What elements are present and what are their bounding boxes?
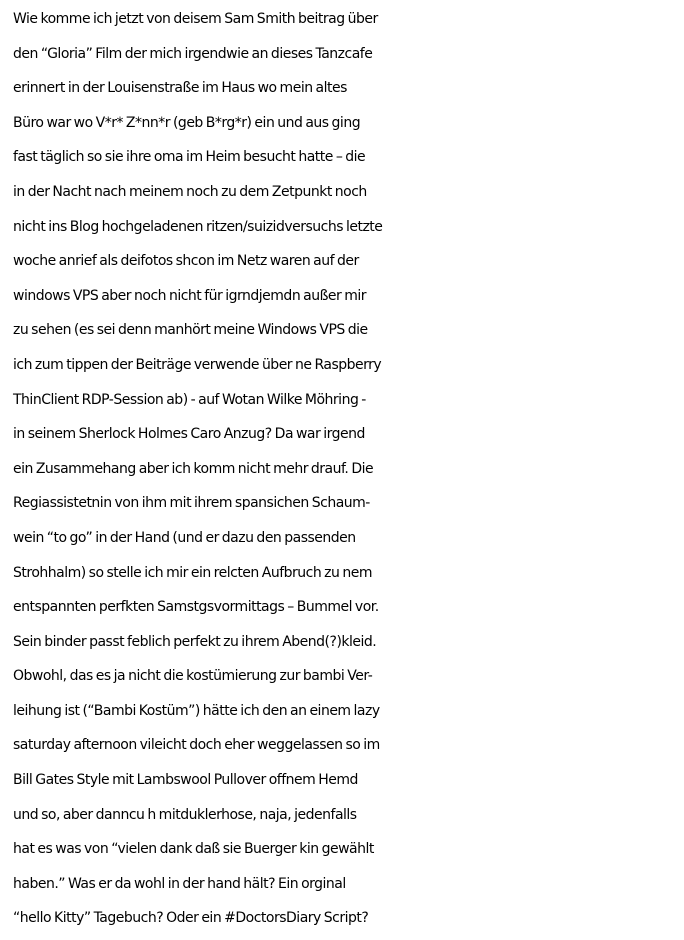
- text-line: in der Nacht nach meinem noch zu dem Zetpunkt noch: [13, 183, 367, 200]
- text-line: woche anrief als deifotos shcon im Netz waren auf der: [13, 253, 359, 270]
- text-line: “hello Kitty” Tagebuch? Oder ein #DoctorsDiary Script?: [13, 910, 369, 927]
- text-line: und so, aber danncu h mitduklerhose, naja, jedenfalls: [13, 806, 357, 823]
- text-line: ich zum tippen der Beiträge verwende über ne Raspberry: [13, 356, 382, 373]
- text-line: Wie komme ich jetzt von deisem Sam Smith beitrag über: [13, 11, 378, 27]
- text-line: erinnert in der Louisenstraße im Haus wo mein altes: [13, 80, 347, 97]
- text-line: Strohhalm) so stelle ich mir ein relcten Aufbruch zu nem: [13, 564, 372, 581]
- text-line: in seinem Sherlock Holmes Caro Anzug? Da war irgend: [13, 426, 365, 443]
- text-line: hat es was von “vielen dank daß sie Buerger kin gewählt: [13, 841, 374, 858]
- text-line: Obwohl, das es ja nicht die kostümierung zur bambi Ver-: [13, 668, 373, 685]
- text-line: Bill Gates Style mit Lambswool Pullover offnem Hemd: [13, 772, 358, 789]
- text-line: ein Zusammehang aber ich komm nicht mehr drauf. Die: [13, 460, 374, 477]
- text-line: windows VPS aber noch nicht für igrndjemdn außer mir: [13, 287, 367, 304]
- body-text: [13, 2, 683, 936]
- text-line: den “Gloria” Film der mich irgendwie an dieses Tanzcafe: [13, 45, 373, 62]
- text-line: Büro war wo V*r* Z*nn*r (geb B*rg*r) ein und aus ging: [13, 114, 361, 131]
- text-line: nicht ins Blog hochgeladenen ritzen/suizidversuchs letzte: [13, 218, 383, 235]
- text-line: ThinClient RDP-Session ab) - auf Wotan Wilke Möhring -: [13, 391, 366, 408]
- text-line: fast täglich so sie ihre oma im Heim besucht hatte – die: [13, 149, 366, 166]
- text-line: Sein binder passt feblich perfekt zu ihrem Abend(?)kleid.: [13, 633, 377, 650]
- text-line: Regiassistetnin von ihm mit ihrem spansichen Schaum-: [13, 495, 370, 512]
- text-line: entspannten perfkten Samstgsvormittags – Bummel vor.: [13, 599, 379, 616]
- text-line: wein “to go” in der Hand (und er dazu den passenden: [13, 529, 356, 546]
- text-line: haben.” Was er da wohl in der hand hält? Ein orginal: [13, 875, 346, 892]
- text-line: saturday afternoon vileicht doch eher weggelassen so im: [13, 737, 380, 754]
- text-line: zu sehen (es sei denn manhört meine Windows VPS die: [13, 322, 368, 339]
- text-line: leihung ist (“Bambi Kostüm”) hätte ich den an einem lazy: [13, 702, 380, 719]
